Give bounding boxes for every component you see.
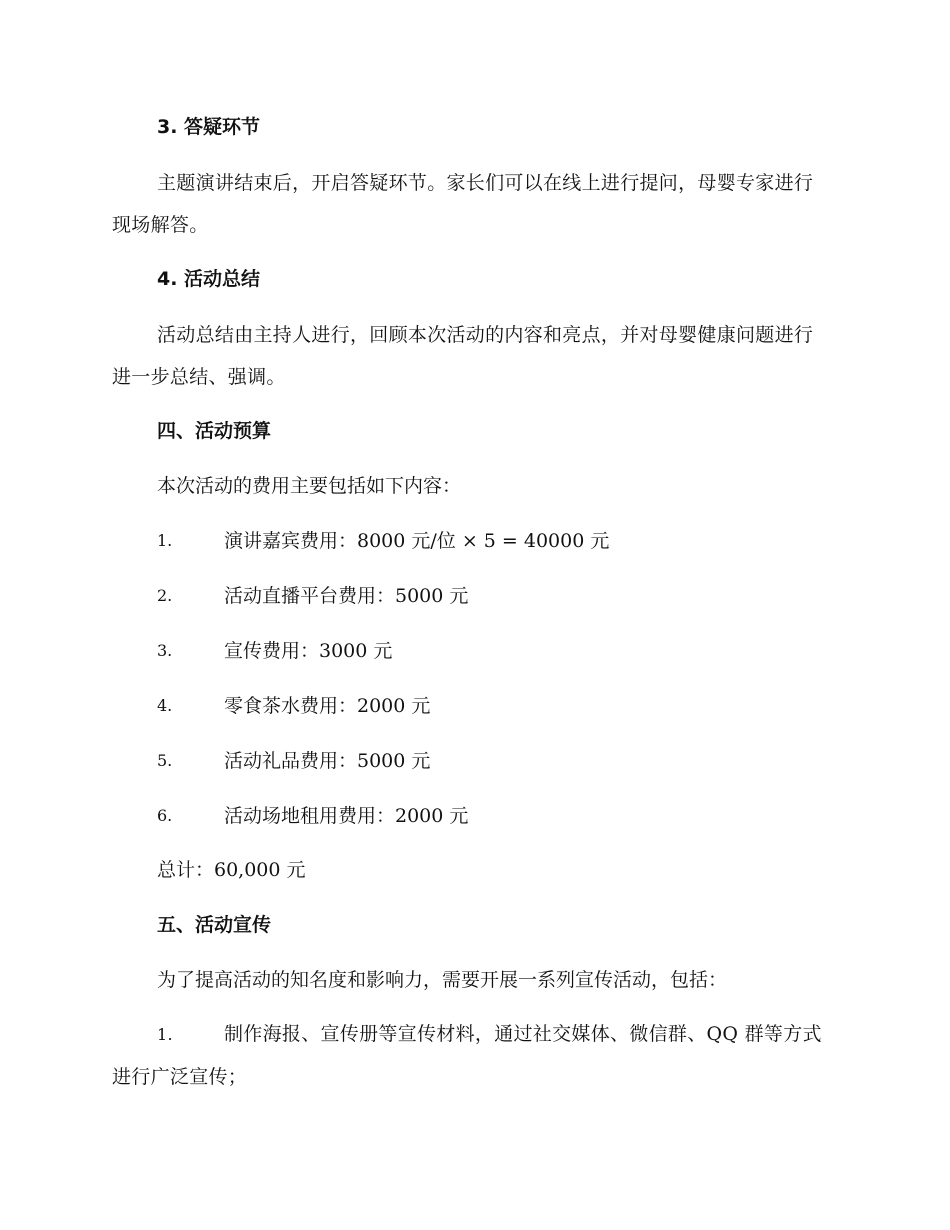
list-text: 活动直播平台费用：5000 元 bbox=[224, 585, 469, 607]
list-text: 演讲嘉宾费用：8000 元/位 × 5 = 40000 元 bbox=[224, 530, 610, 552]
promotion-intro: 为了提高活动的知名度和影响力，需要开展一系列宣传活动，包括： bbox=[157, 969, 728, 991]
list-number: 6. bbox=[157, 806, 173, 825]
paragraph-summary: 活动总结由主持人进行，回顾本次活动的内容和亮点，并对母婴健康问题进行进一步总结、强调。 bbox=[112, 324, 814, 388]
heading-budget: 四、活动预算 bbox=[157, 420, 272, 442]
list-text: 零食茶水费用：2000 元 bbox=[224, 695, 431, 717]
list-number: 2. bbox=[157, 586, 173, 605]
heading-promotion: 五、活动宣传 bbox=[157, 914, 272, 936]
list-number: 3. bbox=[157, 641, 173, 660]
promotion-item bbox=[112, 1013, 832, 1098]
list-number: 5. bbox=[157, 751, 173, 770]
budget-total: 总计：60,000 元 bbox=[157, 859, 306, 881]
list-text: 宣传费用：3000 元 bbox=[224, 640, 393, 662]
list-number: 1. bbox=[157, 1025, 173, 1044]
list-number: 4. bbox=[157, 696, 173, 715]
paragraph-qa: 主题演讲结束后，开启答疑环节。家长们可以在线上进行提问，母婴专家进行现场解答。 bbox=[112, 172, 814, 236]
list-number: 1. bbox=[157, 531, 173, 550]
heading-summary: 4. 活动总结 bbox=[157, 268, 261, 290]
budget-intro: 本次活动的费用主要包括如下内容： bbox=[157, 475, 462, 497]
list-text: 制作海报、宣传册等宣传材料，通过社交媒体、微信群、QQ 群等方式进行广泛宣传； bbox=[112, 1023, 822, 1088]
heading-qa: 3. 答疑环节 bbox=[157, 116, 261, 138]
list-text: 活动礼品费用：5000 元 bbox=[224, 750, 431, 772]
list-text: 活动场地租用费用：2000 元 bbox=[224, 805, 469, 827]
